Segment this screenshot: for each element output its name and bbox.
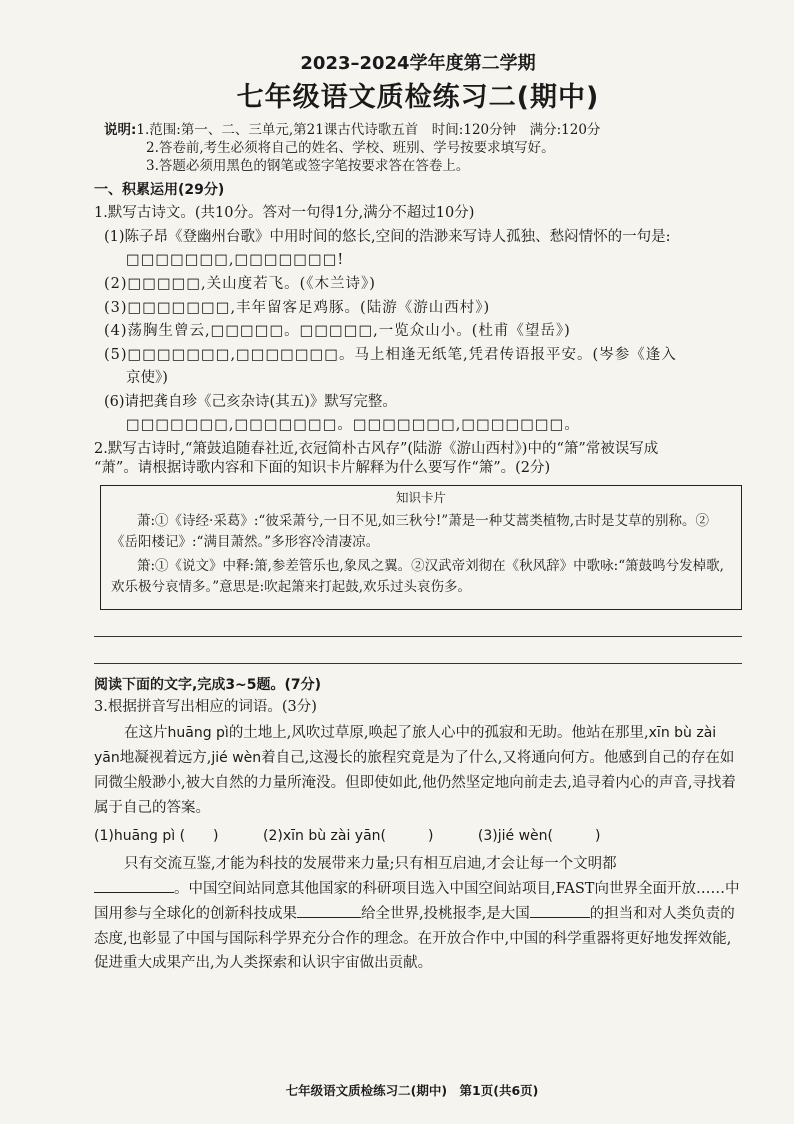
instructions bbox=[104, 121, 742, 176]
question-1-4[interactable]: (4)荡胸生曾云,□□□□□。□□□□□,一览众山小。(杜甫《望岳》) bbox=[104, 323, 571, 340]
pinyin-1: huāng pì bbox=[167, 725, 229, 742]
text-run: 地凝视着远方, bbox=[119, 749, 212, 766]
answer-1[interactable]: (1)huāng pì ( ) bbox=[94, 827, 219, 844]
text-run: 给全世界,投桃报李,是大国 bbox=[361, 905, 530, 922]
knowledge-card-xiao2: 箫:①《说文》中释:箫,参差管乐也,象凤之翼。②汉武帝刘彻在《秋风辞》中歌咏:“箫鼓鸣兮发棹歌,欢乐极兮哀情多。”意思是:吹起箫来打起鼓,欢乐过头哀伤多。 bbox=[111, 557, 724, 595]
reading-paragraph-2 bbox=[94, 852, 742, 977]
question-3-stem: 3.根据拼音写出相应的词语。(3分) bbox=[94, 699, 317, 716]
question-2-line2: “萧”。请根据诗歌内容和下面的知识卡片解释为什么要写作“箫”。(2分) bbox=[94, 460, 551, 477]
text-run: 的担当和对人类负责的态度,也彰显了中国与国际科学界充分合作的理念。在开放合作中,中国的科学重器将更好地发挥效能,促进重大成果产出,为人类探索和认识宇宙做出贡献。 bbox=[94, 905, 735, 972]
text-run: 。中国空间站同意其他国家的科研项目选入中国空间站项目,FAST向世界全面开放……中国用参与全球化的创新科技成果 bbox=[94, 880, 740, 922]
knowledge-card-title: 知识卡片 bbox=[395, 490, 446, 506]
answer-boxes[interactable]: □□□□□□□,□□□□□□□。□□□□□□□,□□□□□□□。 bbox=[126, 417, 580, 434]
answer-2[interactable]: (2)xīn bù zài yān( ) bbox=[262, 827, 434, 844]
pinyin-2: xīn bù zài yān bbox=[94, 725, 717, 766]
text-run: 只有交流互鉴,才能为科技的发展带来力量;只有相互启迪,才会让每一个文明都 bbox=[124, 855, 617, 872]
section-heading: 一、积累运用(29分) bbox=[94, 182, 225, 199]
exam-term: 2023–2024学年度第二学期 bbox=[300, 53, 536, 74]
question-1-2[interactable]: (2)□□□□□,关山度若飞。(《木兰诗》) bbox=[104, 275, 376, 292]
fill-blank[interactable] bbox=[297, 903, 361, 918]
text-run: 在这片 bbox=[124, 725, 168, 742]
question-1-5[interactable]: (5)□□□□□□□,□□□□□□□。马上相逢无纸笔,凭君传语报平安。(岑参《逢入 bbox=[104, 346, 677, 363]
pinyin-answers bbox=[94, 827, 742, 846]
text-run: 的土地上,风吹过草原,唤起了旅人心中的孤寂和无助。他站在那里, bbox=[228, 725, 649, 742]
text-run: 着自己,这漫长的旅程究竟是为了什么,又将通向何方。他感到自己的存在如同微尘般渺小,被大自然的力量所淹没。但即使如此,他仍然坚定地向前走去,追寻着内心的声音,寻找着属于自己的答案。 bbox=[94, 749, 736, 816]
question-1-3[interactable]: (3)□□□□□□□,丰年留客足鸡豚。(陆游《游山西村》) bbox=[104, 299, 491, 316]
question-1-5-cont: 京使》) bbox=[126, 370, 168, 387]
answer-3[interactable]: (3)jié wèn( ) bbox=[477, 827, 601, 844]
answer-line[interactable] bbox=[94, 643, 742, 664]
question-2-stem bbox=[94, 440, 742, 479]
instruction-1: 1.范围:第一、二、三单元,第21课古代诗歌五首 时间:120分钟 满分:120分 bbox=[136, 121, 601, 138]
reading-paragraph-1 bbox=[94, 721, 742, 821]
fill-blank[interactable] bbox=[94, 878, 174, 893]
answer-line[interactable] bbox=[94, 616, 742, 637]
answer-boxes[interactable]: □□□□□□□,□□□□□□□! bbox=[126, 252, 345, 269]
knowledge-card bbox=[100, 485, 742, 610]
instruction-2: 2.答卷前,考生必须将自己的姓名、学校、班别、学号按要求填写好。 bbox=[146, 139, 555, 156]
reading-heading: 阅读下面的文字,完成3~5题。(7分) bbox=[94, 676, 322, 693]
instructions-label: 说明: bbox=[104, 121, 137, 138]
question-1-1: (1)陈子昂《登幽州台歌》中用时间的悠长,空间的浩渺来写诗人孤独、愁闷情怀的一句是: bbox=[104, 228, 671, 245]
instruction-3: 3.答题必须用黑色的钢笔或签字笔按要求答在答卷上。 bbox=[146, 158, 470, 175]
pinyin-3: jié wèn bbox=[211, 749, 262, 766]
exam-title: 七年级语文质检练习二(期中) bbox=[236, 82, 600, 114]
question-1-6: (6)请把龚自珍《己亥杂诗(其五)》默写完整。 bbox=[104, 393, 397, 410]
question-2-line1: 2.默写古诗时,“箫鼓追随春社近,衣冠简朴古风存”(陆游《游山西村》)中的“箫”常被误写成 bbox=[94, 440, 659, 457]
page-footer: 七年级语文质检练习二(期中) 第1页(共6页) bbox=[285, 1083, 539, 1098]
knowledge-card-xiao1: 萧:①《诗经·采葛》:“彼采萧兮,一日不见,如三秋兮!”萧是一种艾蒿类植物,古时是艾草的别称。②《岳阳楼记》:“满目萧然。”多形容冷清凄凉。 bbox=[111, 512, 709, 550]
fill-blank[interactable] bbox=[530, 903, 590, 918]
question-1-stem: 1.默写古诗文。(共10分。答对一句得1分,满分不超过10分) bbox=[94, 205, 475, 222]
